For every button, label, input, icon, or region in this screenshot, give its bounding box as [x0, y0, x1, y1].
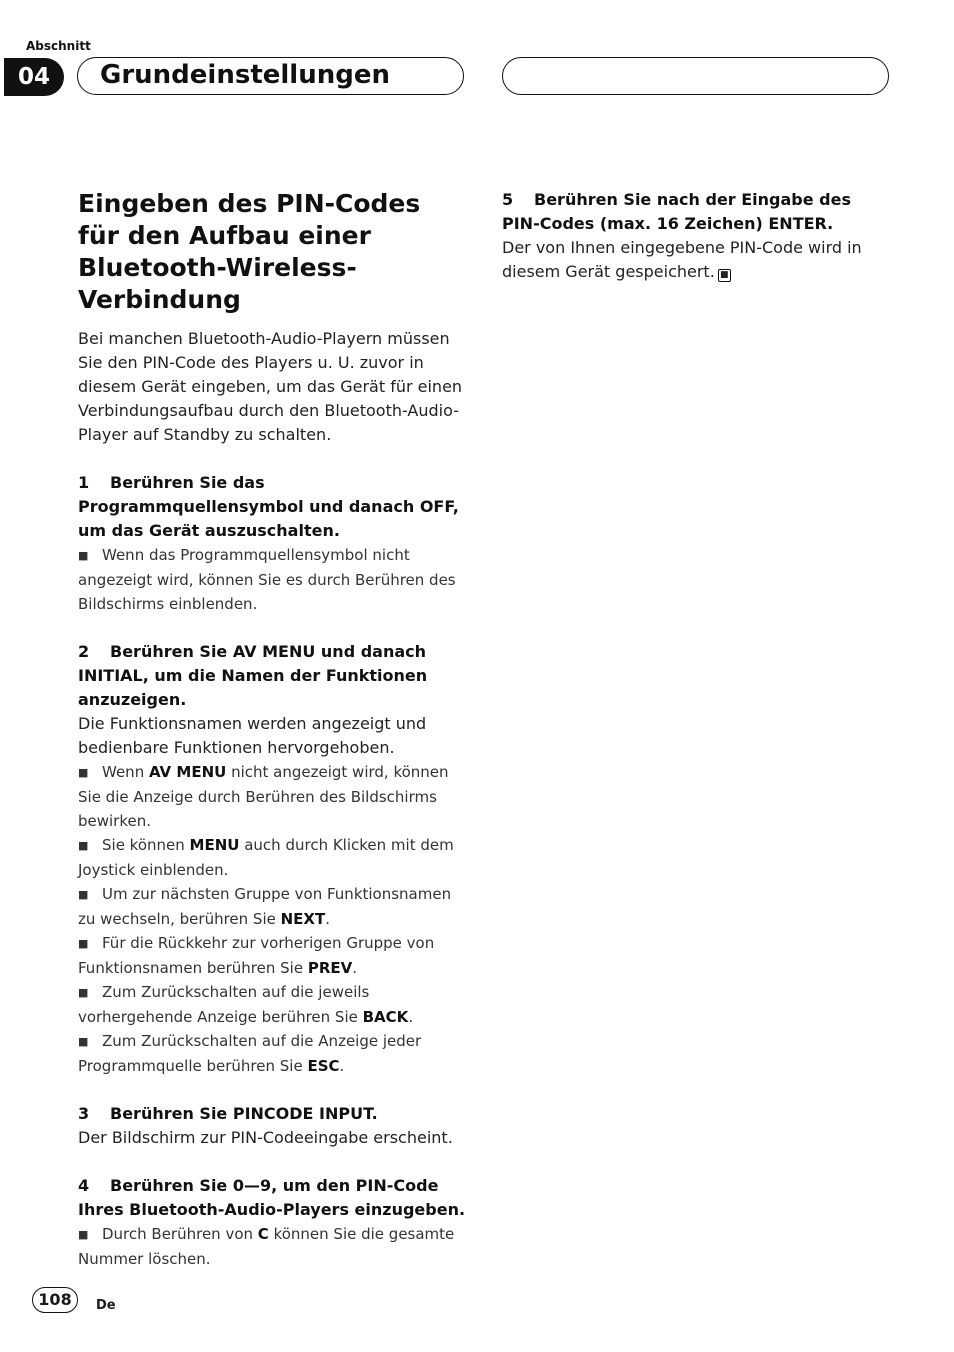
square-bullet-icon: ■: [78, 888, 89, 901]
step-2-note: [78, 882, 466, 931]
note-text: Wenn das Programmquellensymbol nicht angezeigt wird, können Sie es durch Berühren des Bildschirms einblenden.: [78, 546, 456, 613]
note-bold: AV MENU: [148, 763, 227, 781]
step-2-note: [78, 833, 466, 882]
step-number: 5: [502, 190, 514, 209]
note-bold: ESC: [307, 1057, 340, 1075]
square-bullet-icon: ■: [78, 549, 89, 562]
note-pre: Durch Berühren von: [102, 1225, 258, 1243]
step-number: 3: [78, 1104, 90, 1123]
step-2-body: Die Funktionsnamen werden angezeigt und bedienbare Funktionen hervorgehoben.: [78, 714, 427, 757]
step-text: Berühren Sie PINCODE INPUT.: [110, 1104, 378, 1123]
step-1-heading: [78, 471, 466, 543]
step-number: 1: [78, 473, 90, 492]
note-post: .: [325, 910, 331, 928]
note-pre: Wenn: [102, 763, 149, 781]
section-title-box: [77, 57, 464, 95]
step-2: [78, 640, 466, 1078]
square-bullet-icon: ■: [78, 986, 89, 999]
square-bullet-icon: ■: [78, 1228, 89, 1241]
square-bullet-icon: ■: [78, 937, 89, 950]
step-3-heading: [78, 1102, 466, 1126]
step-4: [78, 1174, 466, 1271]
step-3: [78, 1102, 466, 1150]
square-bullet-icon: ■: [78, 839, 89, 852]
step-4-note: [78, 1222, 466, 1271]
page-number: 108: [32, 1287, 78, 1313]
step-text: Berühren Sie 0—9, um den PIN-Code Ihres Bluetooth-Audio-Players einzugeben.: [78, 1176, 466, 1219]
step-1: [78, 471, 466, 616]
note-post: nicht angezeigt wird, können Sie die Anzeige durch Berühren des Bildschirms bewirken.: [78, 763, 449, 830]
note-pre: Zum Zurückschalten auf die Anzeige jeder Programmquelle berühren Sie: [78, 1032, 422, 1075]
note-bold: BACK: [362, 1008, 409, 1026]
step-2-note: [78, 980, 466, 1029]
step-5-body-text: Der von Ihnen eingegebene PIN-Code wird in diesem Gerät gespeichert.: [502, 238, 862, 281]
note-post: auch durch Klicken mit dem Joystick einblenden.: [78, 836, 454, 879]
note-pre: Sie können: [102, 836, 190, 854]
page-title: Eingeben des PIN-Codes für den Aufbau einer Bluetooth-Wireless-Verbindung: [78, 189, 421, 314]
language-code: De: [96, 1298, 116, 1313]
square-bullet-icon: ■: [78, 766, 89, 779]
step-text: Berühren Sie das Programmquellensymbol und danach OFF, um das Gerät auszuschalten.: [78, 473, 459, 540]
note-pre: Um zur nächsten Gruppe von Funktionsnamen zu wechseln, berühren Sie: [78, 885, 452, 928]
step-5-body: [502, 236, 890, 284]
step-text: Berühren Sie nach der Eingabe des PIN-Codes (max. 16 Zeichen) ENTER.: [502, 190, 852, 233]
note-post: .: [408, 1008, 414, 1026]
right-column: [502, 188, 890, 284]
note-pre: Für die Rückkehr zur vorherigen Gruppe von Funktionsnamen berühren Sie: [78, 934, 435, 977]
step-2-heading: [78, 640, 466, 712]
note-bold: MENU: [189, 836, 240, 854]
step-text: Berühren Sie AV MENU und danach INITIAL, um die Namen der Funktionen anzuzeigen.: [78, 642, 428, 709]
note-pre: Zum Zurückschalten auf die jeweils vorhergehende Anzeige berühren Sie: [78, 983, 370, 1026]
step-5: [502, 188, 890, 284]
square-bullet-icon: ■: [78, 1035, 89, 1048]
step-number: 2: [78, 642, 90, 661]
intro-paragraph: Bei manchen Bluetooth-Audio-Playern müssen Sie den PIN-Code des Players u. U. zuvor in diesem Gerät eingeben, um das Gerät für einen Verbindungsaufbau durch den Bluetooth-Audio-Player auf Standby zu schalten.: [78, 329, 463, 444]
step-5-heading: [502, 188, 890, 236]
step-number: 4: [78, 1176, 90, 1195]
step-4-heading: [78, 1174, 466, 1222]
step-2-note: [78, 760, 466, 833]
section-number-badge: 04: [4, 58, 64, 96]
step-2-note: [78, 1029, 466, 1078]
step-2-note: [78, 931, 466, 980]
left-column: [78, 188, 466, 1271]
section-label: Abschnitt: [26, 39, 91, 53]
note-post: .: [352, 959, 358, 977]
note-bold: C: [257, 1225, 269, 1243]
note-post: können Sie die gesamte Nummer löschen.: [78, 1225, 455, 1268]
header-empty-box: [502, 57, 889, 95]
step-1-note: [78, 543, 466, 616]
section-title: Grundeinstellungen: [100, 60, 390, 90]
step-3-body: Der Bildschirm zur PIN-Codeeingabe erscheint.: [78, 1128, 453, 1147]
end-of-section-icon: ■: [718, 269, 731, 282]
note-post: .: [339, 1057, 345, 1075]
note-bold: NEXT: [280, 910, 326, 928]
note-bold: PREV: [307, 959, 353, 977]
